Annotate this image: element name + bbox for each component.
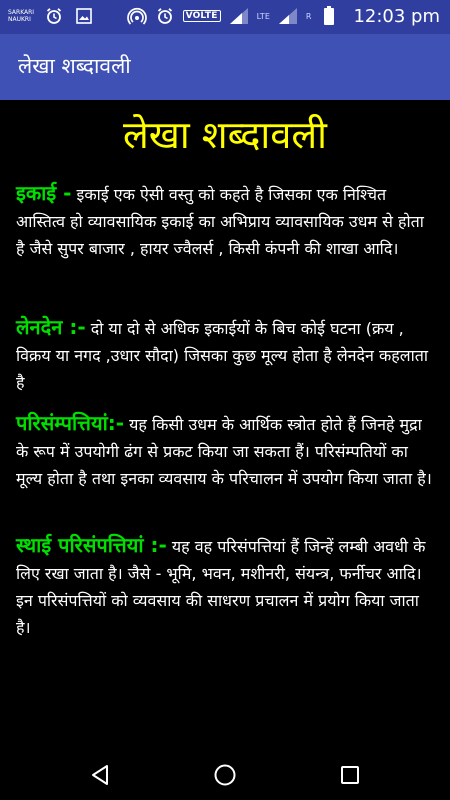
home-circle-icon	[213, 763, 237, 787]
section-ikai	[16, 180, 436, 262]
recents-square-icon	[339, 764, 361, 786]
term-lenden: लेनदेन :-	[16, 315, 86, 339]
page-heading: लेखा शब्दावली	[122, 113, 328, 157]
definition-parisampattiyan: यह किसी उधम के आर्थिक स्त्रोत होते हैं जिनहे मुद्रा के रूप में उपयोगी ढंग से प्रकट किया जा सकता हैं। परिसंम्पतियों का मूल्य होता है तथा इनका व्यवसाय के परिचालन में उपयोग किया जाता है।	[16, 415, 432, 488]
alarm-clock-icon	[44, 5, 64, 27]
term-parisampattiyan: परिसंम्पत्तियां:-	[16, 411, 125, 435]
signal-strength-roaming-icon	[278, 5, 298, 27]
recents-button[interactable]	[332, 757, 368, 793]
term-sthai-parisampattiyan: स्थाई परिसंपत्तियां :-	[16, 533, 167, 557]
app-bar	[0, 34, 450, 100]
battery-icon	[319, 5, 339, 27]
notification-app-label: SARKARI NAUKRI	[8, 9, 35, 23]
roaming-label: R	[305, 11, 312, 21]
definition-ikai: इकाई एक ऐसी वस्तु को कहते है जिसका एक निश्चित आस्तित्व हो व्यावसायिक इकाई का अभिप्राय व्यावसायिक उधम से होता है जैसे सुपर बाजार , हायर ज्वैलर्स , किसी कंपनी की शाखा आदि।	[16, 185, 424, 258]
hotspot-icon	[127, 5, 147, 27]
app-title: लेखा शब्दावली	[18, 54, 131, 78]
status-right-group	[127, 5, 440, 27]
navigation-bar	[0, 750, 450, 800]
lte-label: LTE	[256, 11, 270, 21]
status-bar	[0, 0, 450, 34]
image-icon	[74, 5, 94, 27]
alarm-icon	[155, 5, 175, 27]
section-parisampattiyan	[16, 410, 436, 492]
volte-badge: VOLTE	[183, 10, 221, 22]
content-area[interactable]	[0, 100, 450, 750]
definition-sthai-parisampattiyan: यह वह परिसंपत्तियां हैं जिन्हें लम्बी अवधी के लिए रखा जाता है। जैसे - भूमि, भवन, मशीनरी, संयन्त्र, फर्नीचर आदि। इन परिसंपत्तियों को व्यवसाय की साधरण प्रचालन में प्रयोग किया जाता है।	[16, 537, 426, 637]
section-sthai-parisampattiyan	[16, 532, 436, 641]
signal-strength-icon	[229, 5, 249, 27]
home-button[interactable]	[207, 757, 243, 793]
clock-time: 12:03 pm	[353, 5, 440, 27]
back-triangle-icon	[89, 763, 111, 787]
section-lendenn	[16, 314, 436, 396]
status-left-group	[8, 5, 94, 27]
back-button[interactable]	[82, 757, 118, 793]
definition-lenden: दो या दो से अधिक इकाईयों के बिच कोई घटना (क्रय , विक्रय या नगद ,उधार सौदा) जिसका कुछ मूल्य होता है लेनदेन कहलाता है	[16, 319, 429, 392]
term-ikai: इकाई -	[16, 181, 72, 205]
